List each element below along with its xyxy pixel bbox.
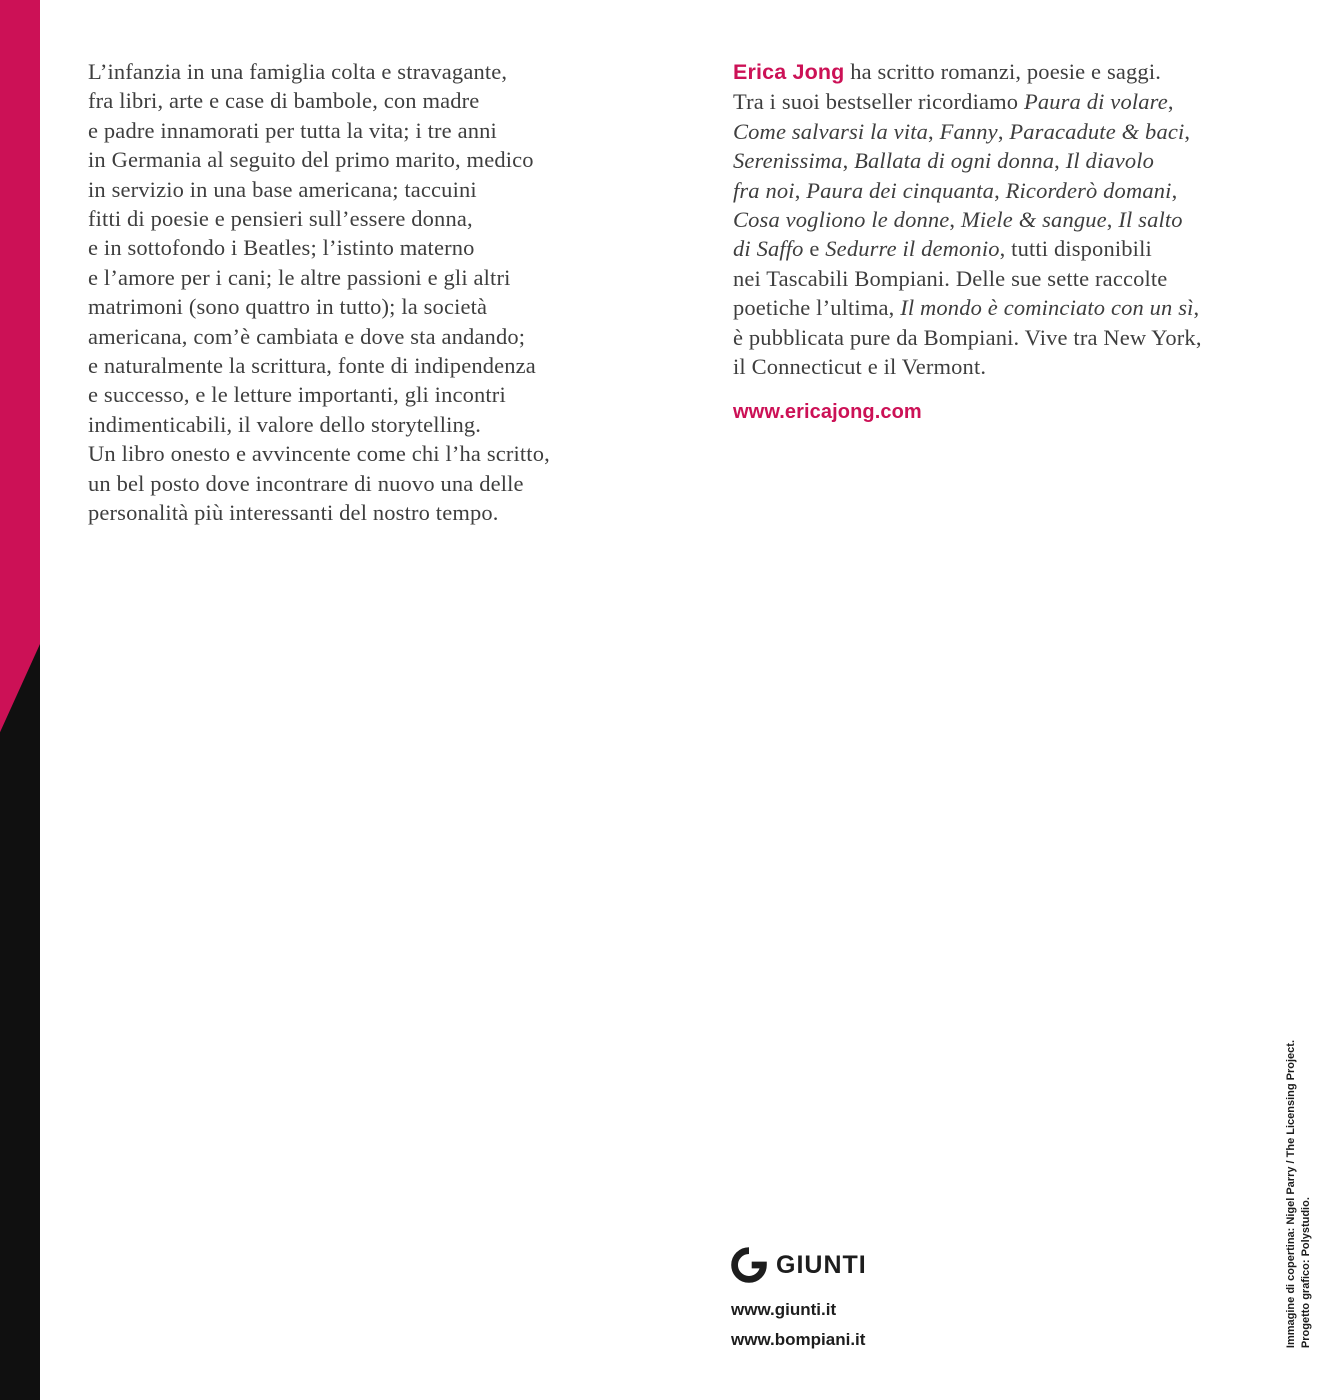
synopsis-paragraph: L’infanzia in una famiglia colta e stravagante, fra libri, arte e case di bambole, con madre e padre innamorati per tutta la vita; i tre anni in Germania al seguito del primo marito, medico in servizio in una base americana; taccuini fitti di poesie e pensieri sull’essere donna, e in sottofondo i Beatles; l’istinto materno e l’amore per i cani; le altre passioni e gli altri matrimoni (sono quattro in tutto); la società americana, com’è cambiata e dove sta andando; e naturalmente la scrittura, fonte di indipendenza e successo, e le letture importanti, gli incontri indimenticabili, il valore dello storytelling. Un libro onesto e avvincente come chi l’ha scritto, un bel posto dove incontrare di nuovo una delle personalità più interessanti del nostro tempo. [88,59,550,526]
giunti-logo-icon [731,1247,767,1283]
author-column [733,57,1263,428]
publisher-links [731,1295,867,1355]
author-website-link[interactable]: www.ericajong.com [733,401,922,424]
author-bio: Erica Jong ha scritto romanzi, poesie e saggi. Tra i suoi bestseller ricordiamo Paura di volare, Come salvarsi la vita, Fanny, Paracadute & baci, Serenissima, Ballata di ogni donna, Il diavolo fra noi, Paura dei cinquanta, Ricorderò domani, Cosa vogliono le donne, Miele & sangue, Il salto di Saffo e Sedurre il demonio, tutti disponibili nei Tascabili Bompiani. Delle sue sette raccolte poetiche l’ultima, Il mondo è cominciato con un sì, è pubblicata pure da Bompiani. Vive tra New York, il Connecticut e il Vermont. [733,59,1202,380]
publisher-logo-row [731,1247,867,1283]
publisher-name: GIUNTI [776,1250,867,1279]
publisher-footer [731,1247,867,1355]
spine-stripe-magenta [0,0,40,1400]
bompiani-website-link[interactable]: www.bompiani.it [731,1330,866,1349]
giunti-website-link[interactable]: www.giunti.it [731,1300,837,1319]
spine-stripe [0,0,40,1400]
cover-credits: Immagine di copertina: Nigel Parry / The Licensing Project. Progetto grafico: Polystudio. [1285,1039,1312,1348]
